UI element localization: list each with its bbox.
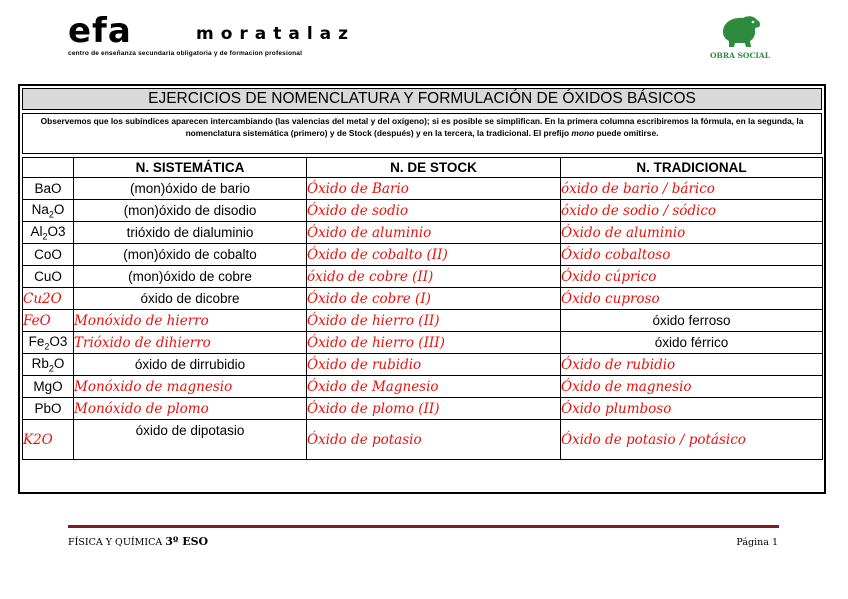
sistematica-cell: trióxido de dialuminio — [74, 222, 307, 244]
sistematica-cell: (mon)óxido de bario — [74, 178, 307, 200]
formula-cell: MgO — [23, 376, 74, 398]
table-row — [23, 420, 823, 460]
formula-cell: K2O — [23, 420, 74, 460]
formula-cell: CuO — [23, 266, 74, 288]
table-row — [23, 288, 823, 310]
stock-cell: Óxido de Bario — [307, 178, 561, 200]
sistematica-cell: óxido de dicobre — [74, 288, 307, 310]
formula-cell: PbO — [23, 398, 74, 420]
sistematica-header: N. SISTEMÁTICA — [74, 158, 307, 178]
tradicional-cell: Óxido de potasio / potásico — [561, 420, 823, 460]
table-row — [23, 310, 823, 332]
instructions-emphasis: mono — [571, 127, 595, 138]
formula-cell: BaO — [23, 178, 74, 200]
school-subtitle: centro de enseñanza secundaria obligatoria y de formacion profesional — [68, 50, 303, 57]
formula-cell: $Al_2O3$ — [23, 222, 74, 244]
stock-cell: Óxido de Magnesio — [307, 376, 561, 398]
obra-social-logo — [700, 12, 780, 68]
sistematica-cell: (mon)óxido de disodio — [74, 200, 307, 222]
sistematica-cell: (mon)óxido de cobre — [74, 266, 307, 288]
stock-cell: Óxido de aluminio — [307, 222, 561, 244]
sistematica-cell: Trióxido de dihierro — [74, 332, 307, 354]
course-level: 3º ESO — [165, 535, 209, 548]
formula-cell: $Rb_2O$ — [23, 354, 74, 376]
tradicional-cell: Óxido cúprico — [561, 266, 823, 288]
tradicional-cell: Óxido plumboso — [561, 398, 823, 420]
tradicional-cell: óxido férrico — [561, 332, 823, 354]
sistematica-cell: óxido de dipotasio — [74, 420, 307, 460]
exercise-box — [18, 84, 826, 494]
formula-cell: $Fe_2O3$ — [23, 332, 74, 354]
instructions-text-1: Observemos que los subíndices aparecen intercambiando (las valencias del metal y del oxígeno); si es posible se simplifican. En la primera columna escribiremos la fórmula, en la segunda, la nomenclatura sistemática (primero) y de Stock (después) y en la tercera, la tradicional. El prefijo — [40, 116, 804, 138]
efa-logo: efa — [68, 11, 132, 51]
sistematica-cell: Monóxido de plomo — [74, 398, 307, 420]
footer-subject — [68, 535, 208, 548]
tradicional-cell: óxido ferroso — [561, 310, 823, 332]
subject-name: FÍSICA Y QUÍMICA — [68, 537, 163, 548]
tradicional-cell: Óxido cuproso — [561, 288, 823, 310]
sistematica-cell: (mon)óxido de cobalto — [74, 244, 307, 266]
stock-cell: Óxido de sodio — [307, 200, 561, 222]
page-header — [68, 11, 780, 66]
stock-header: N. DE STOCK — [307, 158, 561, 178]
tradicional-cell: óxido de sodio / sódico — [561, 200, 823, 222]
page-number: Página 1 — [736, 537, 778, 548]
table-row — [23, 398, 823, 420]
school-name: moratalaz — [196, 24, 356, 44]
table-row — [23, 354, 823, 376]
tradicional-cell: Óxido de aluminio — [561, 222, 823, 244]
table-row — [23, 200, 823, 222]
sistematica-cell: óxido de dirrubidio — [74, 354, 307, 376]
sistematica-cell: Monóxido de hierro — [74, 310, 307, 332]
tradicional-cell: Óxido de magnesio — [561, 376, 823, 398]
table-row — [23, 178, 823, 200]
stock-cell: Óxido de hierro (III) — [307, 332, 561, 354]
table-row — [23, 266, 823, 288]
sistematica-cell: Monóxido de magnesio — [74, 376, 307, 398]
table-row — [23, 376, 823, 398]
worksheet-title: EJERCICIOS DE NOMENCLATURA Y FORMULACIÓN DE ÓXIDOS BÁSICOS — [22, 88, 822, 110]
formula-cell: $Na_2O$ — [23, 200, 74, 222]
table-row — [23, 244, 823, 266]
table-row — [23, 332, 823, 354]
stock-cell: Óxido de cobre (I) — [307, 288, 561, 310]
formula-header — [23, 158, 74, 178]
formula-cell: Cu2O — [23, 288, 74, 310]
stock-cell: óxido de cobre (II) — [307, 266, 561, 288]
stock-cell: Óxido de cobalto (II) — [307, 244, 561, 266]
formula-cell: FeO — [23, 310, 74, 332]
formula-cell: CoO — [23, 244, 74, 266]
tradicional-header: N. TRADICIONAL — [561, 158, 823, 178]
tradicional-cell: Óxido cobaltoso — [561, 244, 823, 266]
bear-icon — [717, 12, 763, 50]
table-row — [23, 222, 823, 244]
stock-cell: Óxido de plomo (II) — [307, 398, 561, 420]
stock-cell: Óxido de hierro (II) — [307, 310, 561, 332]
stock-cell: Óxido de potasio — [307, 420, 561, 460]
instructions-text-2: puede omitirse. — [594, 127, 659, 138]
tradicional-cell: Óxido de rubidio — [561, 354, 823, 376]
tradicional-cell: óxido de bario / bárico — [561, 178, 823, 200]
obra-social-label: OBRA SOCIAL — [709, 51, 771, 60]
oxides-table — [22, 157, 823, 460]
footer-rule — [68, 525, 779, 528]
instructions — [22, 113, 822, 154]
stock-cell: Óxido de rubidio — [307, 354, 561, 376]
table-header-row — [23, 158, 823, 178]
